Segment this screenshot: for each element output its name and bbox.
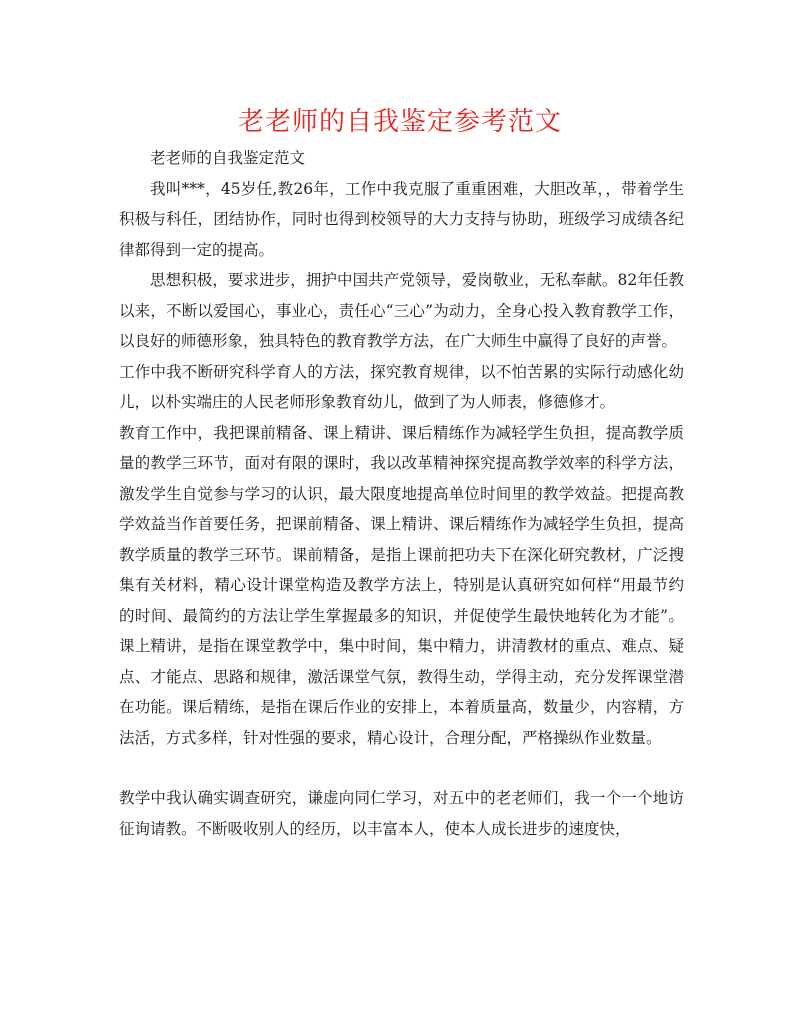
paragraph-work-methods: 工作中我不断研究科学育人的方法，探究教育规律，以不怕苦累的实际行动感化幼儿，以朴实端庄的人民老师形象教育幼儿，做到了为人师表，修德修才。 xyxy=(119,362,684,411)
document-body xyxy=(119,143,684,844)
paragraph-ideology: 思想积极，要求进步，拥护中国共产党领导，爱岗敬业，无私奉献。82年任教以来，不断以爱国心，事业心，责任心“三心”为动力，全身心投入教育教学工作，以良好的师德形象，独具特色的教育教学方法，在广大师生中赢得了良好的声誉。 xyxy=(119,271,684,350)
paragraph-research: 教学中我认确实调查研究，谦虚向同仁学习，对五中的老老师们，我一个一个地访征询请教。不断吸收别人的经历，以丰富本人，使本人成长进步的速度快， xyxy=(119,789,684,838)
paragraph-subtitle: 老老师的自我鉴定范文 xyxy=(150,149,306,167)
paragraph-teaching: 教育工作中，我把课前精备、课上精讲、课后精练作为减轻学生负担，提高教学质量的教学三环节，面对有限的课时，我以改革精神探究提高教学效率的科学方法，激发学生自觉参与学习的认识，最大限度地提高单位时间里的教学效益。把提高教学效益当作首要任务，把课前精备、课上精讲、课后精练作为减轻学生负担，提高教学质量的教学三环节。课前精备，是指上课前把功夫下在深化研究教材，广泛搜集有关材料，精心设计课堂构造及教学方法上，特别是认真研究如何样“用最节约的时间、最简约的方法让学生掌握最多的知识，并促使学生最快地转化为才能”。课上精讲，是指在课堂教学中，集中时间，集中精力，讲清教材的重点、难点、疑点、才能点、思路和规律，激活课堂气氛，教得生动，学得主动，充分发挥课堂潜在功能。课后精练，是指在课后作业的安排上，本着质量高，数量少，内容精，方法活，方式多样，针对性强的要求，精心设计，合理分配，严格操纵作业数量。 xyxy=(119,423,684,747)
document-title: 老老师的自我鉴定参考范文 xyxy=(237,107,562,137)
paragraph-intro: 我叫***，45岁任,教26年，工作中我克服了重重困难，大胆改革，，带着学生积极与科任，团结协作，同时也得到校领导的大力支持与协助，班级学习成绩各纪律都得到一定的提高。 xyxy=(119,179,684,259)
